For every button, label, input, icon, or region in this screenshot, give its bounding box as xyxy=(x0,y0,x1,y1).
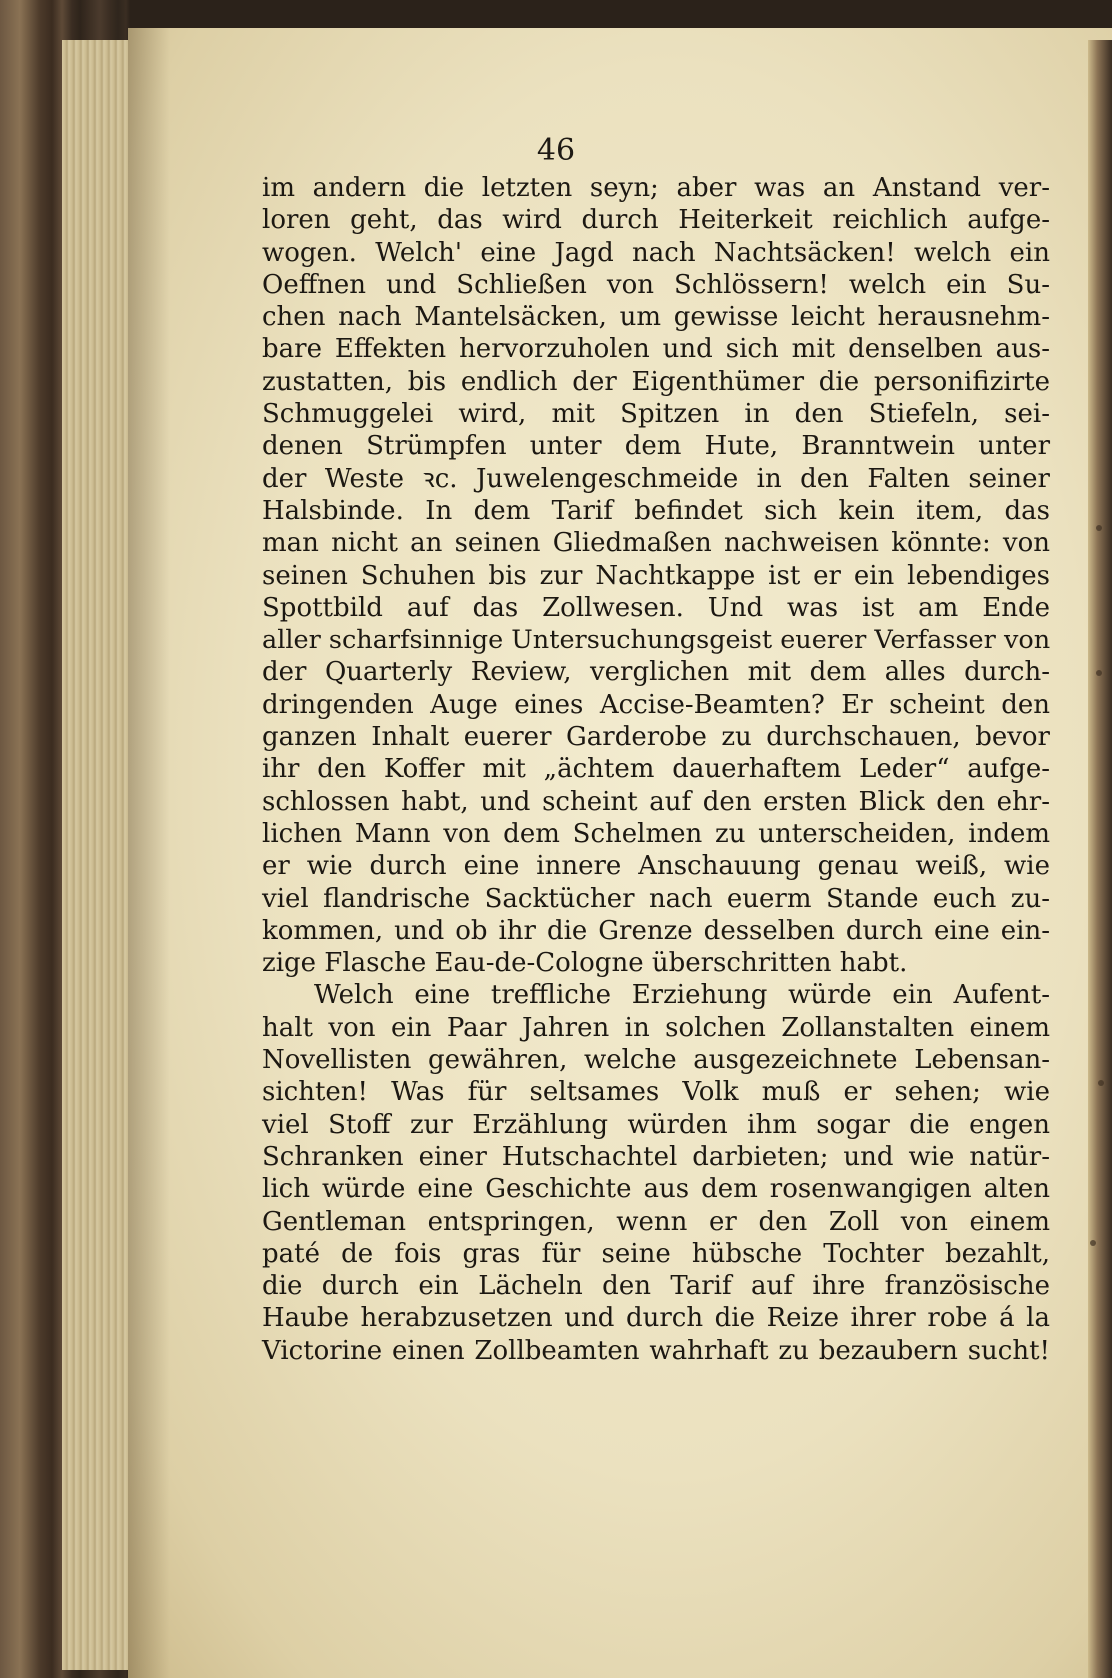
text-line: Schmuggelei wird, mit Spitzen in den Stiefeln, sei- xyxy=(262,399,1050,430)
text-line: bare Effekten hervorzuholen und sich mit denselben aus- xyxy=(262,334,1050,365)
text-line: Novellisten gewähren, welche ausgezeichnete Lebensan- xyxy=(262,1045,1050,1076)
text-line: er wie durch eine innere Anschauung genau weiß, wie xyxy=(262,851,1050,882)
text-line: denen Strümpfen unter dem Hute, Branntwein unter xyxy=(262,431,1050,462)
text-line: seinen Schuhen bis zur Nachtkappe ist er ein lebendiges xyxy=(262,560,1050,591)
text-line: schlossen habt, und scheint auf den ersten Blick den ehr- xyxy=(262,786,1050,817)
margin-mark xyxy=(1096,525,1102,531)
text-line: ganzen Inhalt euerer Garderobe zu durchschauen, bevor xyxy=(262,722,1050,753)
text-line: aller scharfsinnige Untersuchungsgeist euerer Verfasser von xyxy=(262,625,1051,656)
text-line: sichten! Was für seltsames Volk muß er sehen; wie xyxy=(262,1077,1050,1108)
text-line: Haube herabzusetzen und durch die Reize ihrer robe á la xyxy=(262,1303,1050,1334)
text-line: viel flandrische Sacktücher nach euerm Stande euch zu- xyxy=(262,883,1050,914)
right-page-edge xyxy=(1088,40,1112,1678)
text-line: im andern die letzten seyn; aber was an Anstand ver- xyxy=(262,173,1050,203)
text-line: lich würde eine Geschichte aus dem rosenwangigen alten xyxy=(262,1174,1050,1205)
text-line: wogen. Welch' eine Jagd nach Nachtsäcken! welch ein xyxy=(262,237,1050,268)
text-line: loren geht, das wird durch Heiterkeit reichlich aufge- xyxy=(262,205,1050,236)
page-number: 46 xyxy=(536,133,576,168)
body-text xyxy=(262,172,1050,1367)
gutter-shadow xyxy=(128,28,170,1678)
text-line: lichen Mann von dem Schelmen zu unterscheiden, indem xyxy=(262,818,1050,849)
margin-mark xyxy=(1098,1080,1104,1086)
text-line: Schranken einer Hutschachtel darbieten; und wie natür- xyxy=(262,1141,1050,1172)
text-line: der Quarterly Review, verglichen mit dem alles durch- xyxy=(262,657,1050,688)
text-line: chen nach Mantelsäcken, um gewisse leicht herausnehm- xyxy=(262,302,1050,333)
text-line: Victorine einen Zollbeamten wahrhaft zu bezaubern sucht! xyxy=(262,1335,1050,1366)
text-line: zustatten, bis endlich der Eigenthümer die personifizirte xyxy=(262,366,1050,397)
text-line: zige Flasche Eau-de-Cologne überschritten habt. xyxy=(262,948,908,979)
text-line: viel Stoff zur Erzählung würden ihm sogar die engen xyxy=(262,1109,1050,1140)
text-line: der Weste ꝛc. Juwelengeschmeide in den Falten seiner xyxy=(262,463,1050,494)
text-line: man nicht an seinen Gliedmaßen nachweisen könnte: von xyxy=(262,528,1050,559)
margin-mark xyxy=(1096,670,1102,676)
text-line: die durch ein Lächeln den Tarif auf ihre französische xyxy=(262,1271,1050,1302)
text-line: Oeffnen und Schließen von Schlössern! welch ein Su- xyxy=(262,269,1050,300)
text-line: dringenden Auge eines Accise-Beamten? Er scheint den xyxy=(262,689,1050,720)
text-line: Welch eine treffliche Erziehung würde ein Aufent- xyxy=(314,980,1050,1011)
text-line: Spottbild auf das Zollwesen. Und was ist am Ende xyxy=(262,592,1050,623)
text-line: Halsbinde. In dem Tarif befindet sich kein item, das xyxy=(262,495,1050,526)
margin-mark xyxy=(1090,1240,1096,1246)
text-line: halt von ein Paar Jahren in solchen Zollanstalten einem xyxy=(262,1012,1050,1043)
text-line: Gentleman entspringen, wenn er den Zoll von einem xyxy=(262,1206,1050,1237)
text-line: paté de fois gras für seine hübsche Tochter bezahlt, xyxy=(262,1238,1050,1269)
text-line: ihr den Koffer mit „ächtem dauerhaftem Leder“ aufge- xyxy=(262,754,1050,785)
text-line: kommen, und ob ihr die Grenze desselben durch eine ein- xyxy=(262,915,1050,946)
